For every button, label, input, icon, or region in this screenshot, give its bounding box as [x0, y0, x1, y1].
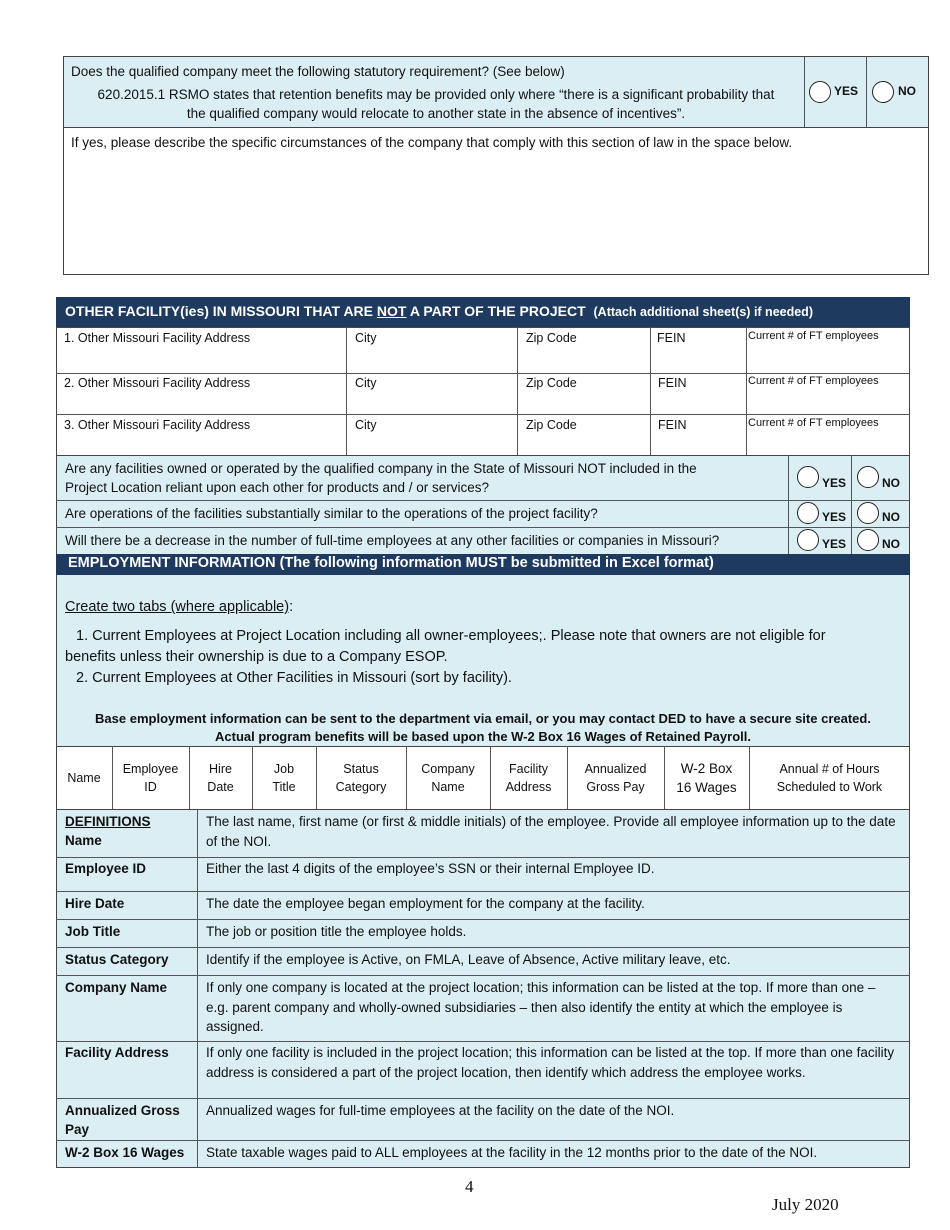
def-term-w2-box-16-wages: W-2 Box 16 Wages [65, 1145, 185, 1160]
tabs-item-2: 2. Current Employees at Other Facilities in Missouri (sort by facility). [76, 670, 512, 686]
def-term-company-name: Company Name [65, 980, 168, 995]
facility-2-employees-label: Current # of FT employees [748, 375, 879, 387]
statute-line-2: the qualified company would relocate to another state in the absence of incentives”. [186, 106, 686, 121]
similar-no-label: NO [882, 510, 900, 524]
col-annual-hours: Annual # of Hours Scheduled to Work [776, 762, 883, 794]
other-facilities-header: OTHER FACILITY(ies) IN MISSOURI THAT ARE NOT A PART OF THE PROJECT (Attach additional sheet(s) if needed) [56, 297, 910, 327]
facility-1-employees-label: Current # of FT employees [748, 330, 879, 342]
col-facility-address: Facility Address [505, 762, 552, 794]
tabs-item-1-line-1: 1. Current Employees at Project Location including all owner-employees;. Please note that owners are not eligible for [76, 628, 826, 644]
col-status-category: Status Category [335, 762, 387, 794]
def-text-name: The last name, first name (or first & middle initials) of the employee. Provide all employee information up to the date of the NOI. [206, 814, 896, 849]
facility-1-address-label: 1. Other Missouri Facility Address [64, 331, 251, 345]
col-w2-box-16-wages: W-2 Box 16 Wages [676, 761, 737, 795]
revision-date: July 2020 [772, 1195, 839, 1214]
col-hire-date: Hire Date [207, 762, 234, 794]
col-employee-id: Employee ID [122, 762, 179, 794]
submission-note-line-1: Base employment information can be sent to the department via email, or you may contact DED to have a secure site created. [95, 711, 871, 726]
def-text-company-name: If only one company is located at the project location; this information can be listed at the top. If more than one – e.g. parent company and wholly-owned subsidiaries – then also identify the entity at which the employee is assigned. [206, 980, 876, 1034]
reliant-question-line-1: Are any facilities owned or operated by the qualified company in the State of Missouri NOT included in the [65, 461, 697, 476]
facility-3-fein-label: FEIN [658, 418, 687, 432]
decrease-employees-question: Will there be a decrease in the number of full-time employees at any other facilities or companies in Missouri? [65, 533, 720, 548]
decrease-yes-label: YES [822, 537, 847, 551]
tabs-item-1-line-2: benefits unless their ownership is due to a Company ESOP. [65, 649, 448, 665]
facility-2-fein-label: FEIN [658, 376, 687, 390]
statute-no-label: NO [898, 84, 916, 98]
similar-yes-radio[interactable] [797, 502, 819, 524]
col-annualized-gross-pay: Annualized Gross Pay [584, 762, 647, 794]
facility-3-city-label: City [355, 418, 377, 432]
def-text-job-title: The job or position title the employee holds. [206, 924, 467, 939]
similar-operations-question: Are operations of the facilities substantially similar to the operations of the project facility? [65, 506, 598, 521]
facility-2-zip-label: Zip Code [526, 376, 577, 390]
facility-1-city-label: City [355, 331, 377, 345]
def-text-facility-address: If only one facility is included in the project location; this information can be listed at the top. If more than one facility address is considered a part of the project location, then identify which address the employee works. [206, 1045, 895, 1080]
def-term-hire-date: Hire Date [65, 896, 125, 911]
def-term-facility-address: Facility Address [65, 1045, 169, 1060]
facility-3-zip-label: Zip Code [526, 418, 577, 432]
def-text-employee-id: Either the last 4 digits of the employee’s SSN or their internal Employee ID. [206, 861, 655, 876]
decrease-yes-radio[interactable] [797, 529, 819, 551]
def-text-hire-date: The date the employee began employment for the company at the facility. [206, 896, 645, 911]
statute-line-1: 620.2015.1 RSMO states that retention benefits may be provided only where “there is a significant probability that [97, 87, 775, 102]
def-text-status-category: Identify if the employee is Active, on FMLA, Leave of Absence, Active military leave, etc. [206, 952, 731, 967]
facility-3-employees-label: Current # of FT employees [748, 417, 879, 429]
def-term-employee-id: Employee ID [65, 861, 147, 876]
facility-3-address-label: 3. Other Missouri Facility Address [64, 418, 251, 432]
decrease-no-radio[interactable] [857, 529, 879, 551]
col-job-title: Job Title [272, 762, 296, 794]
similar-no-radio[interactable] [857, 502, 879, 524]
facility-1-zip-label: Zip Code [526, 331, 577, 345]
col-name: Name [67, 771, 101, 785]
similar-yes-label: YES [822, 510, 847, 524]
reliant-yes-radio[interactable] [797, 466, 819, 488]
def-text-w2-box-16-wages: State taxable wages paid to ALL employees at the facility in the 12 months prior to the date of the NOI. [206, 1145, 818, 1160]
def-term-job-title: Job Title [65, 924, 121, 939]
def-term-annualized-gross-pay: Annualized Gross Pay [65, 1103, 180, 1137]
reliant-no-radio[interactable] [857, 466, 879, 488]
facility-2-city-label: City [355, 376, 377, 390]
statute-yes-radio[interactable] [809, 81, 831, 103]
decrease-no-label: NO [882, 537, 900, 551]
statute-yes-label: YES [834, 84, 859, 98]
definitions-heading: DEFINITIONS [65, 814, 151, 829]
page-number: 4 [465, 1177, 474, 1196]
facility-2-address-label: 2. Other Missouri Facility Address [64, 376, 251, 390]
def-term-status-category: Status Category [65, 952, 169, 967]
statutory-question: Does the qualified company meet the following statutory requirement? (See below) [71, 64, 565, 79]
tabs-intro: Create two tabs (where applicable): [65, 599, 294, 615]
describe-prompt: If yes, please describe the specific circumstances of the company that comply with this section of law in the space below. [71, 135, 793, 150]
reliant-yes-label: YES [822, 476, 847, 490]
reliant-question-line-2: Project Location reliant upon each other for products and / or services? [65, 480, 489, 495]
statute-no-radio[interactable] [872, 81, 894, 103]
employment-info-header: EMPLOYMENT INFORMATION (The following information MUST be submitted in Excel format) [56, 554, 910, 575]
def-text-annualized-gross-pay: Annualized wages for full-time employees at the facility on the date of the NOI. [206, 1103, 675, 1118]
submission-note-line-2: Actual program benefits will be based upon the W-2 Box 16 Wages of Retained Payroll. [215, 729, 751, 744]
col-company-name: Company Name [421, 762, 475, 794]
def-term-name: Name [65, 833, 102, 848]
reliant-no-label: NO [882, 476, 900, 490]
facility-1-fein-label: FEIN [657, 331, 686, 345]
